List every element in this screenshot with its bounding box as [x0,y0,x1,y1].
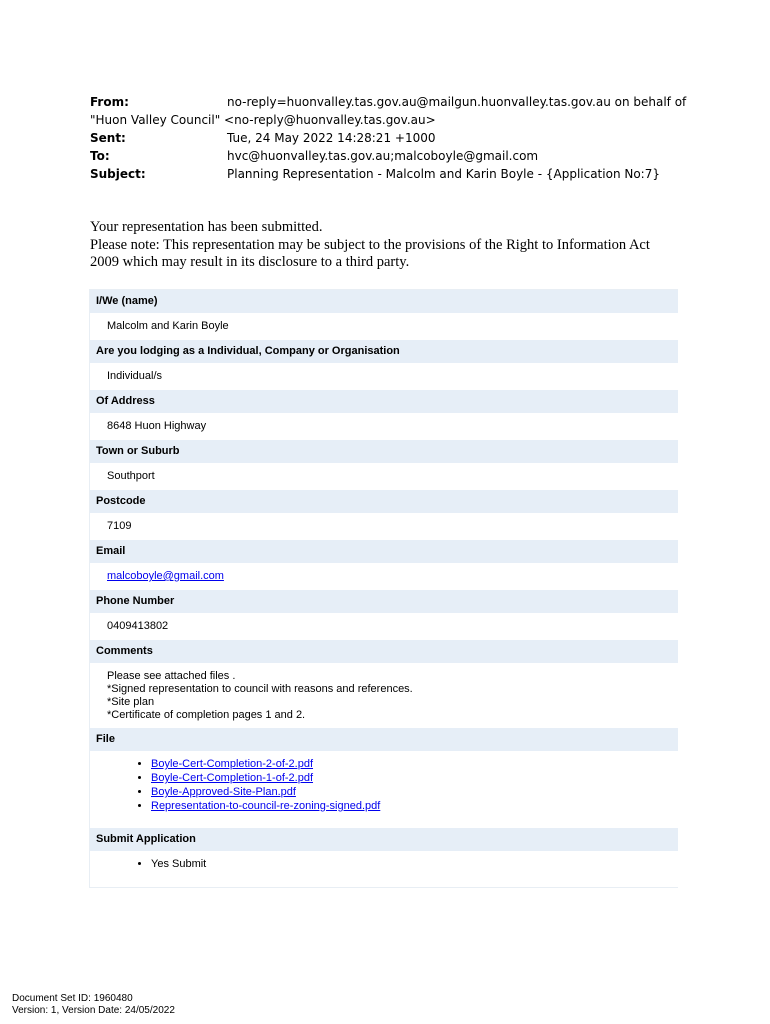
file-list [90,751,678,828]
submit-list [90,851,678,887]
sent-row [90,129,690,147]
from-continuation: "Huon Valley Council" <no-reply@huonvalley.tas.gov.au> [90,113,436,127]
email-label: Email [90,540,678,563]
email-header [90,93,690,183]
comments-line: *Certificate of completion pages 1 and 2. [107,709,306,721]
file-link[interactable]: Boyle-Cert-Completion-2-of-2.pdf [151,758,314,770]
to-row [90,147,690,165]
document-set-id: Document Set ID: 1960480 [12,993,133,1004]
intro-line-3: 2009 which may result in its disclosure to a third party. [90,254,410,270]
from-row [90,93,690,111]
to-label: To: [90,149,110,163]
file-item [151,799,678,813]
intro-line-1: Your representation has been submitted. [90,219,323,235]
phone-label: Phone Number [90,590,678,613]
address-value: 8648 Huon Highway [107,420,207,432]
document-version: Version: 1, Version Date: 24/05/2022 [12,1005,175,1016]
phone-value: 0409413802 [107,620,169,632]
file-item [151,771,678,785]
representation-form [89,289,678,888]
file-item [151,757,678,771]
subject-label: Subject: [90,167,146,181]
submit-value: • Yes Submit [151,858,678,871]
name-value: Malcolm and Karin Boyle [107,320,229,332]
from-continuation-row [90,111,690,129]
submit-label: Submit Application [90,828,678,851]
postcode-label: Postcode [90,490,678,513]
town-label: Town or Suburb [90,440,678,463]
comments-line: Please see attached files . [107,670,236,682]
file-link[interactable]: Representation-to-council-re-zoning-signed.pdf [151,800,381,812]
postcode-value: 7109 [107,520,132,532]
from-value: no-reply=huonvalley.tas.gov.au@mailgun.huonvalley.tas.gov.au on behalf of [227,95,687,109]
sent-label: Sent: [90,131,126,145]
subject-row [90,165,690,183]
file-label: File [90,728,678,751]
file-item [151,785,678,799]
comments-value [90,663,678,728]
document-footer [12,993,175,1017]
address-label: Of Address [90,390,678,413]
email-link[interactable]: malcoboyle@gmail.com [107,570,224,582]
lodging-value: Individual/s [107,370,163,382]
intro-line-2: Please note: This representation may be subject to the provisions of the Right to Information Act [90,236,650,253]
intro-notice [90,219,690,272]
comments-line: *Signed representation to council with reasons and references. [107,683,413,695]
comments-label: Comments [90,640,678,663]
sent-value: Tue, 24 May 2022 14:28:21 +1000 [227,131,436,145]
file-link[interactable]: Boyle-Cert-Completion-1-of-2.pdf [151,772,314,784]
name-label: I/We (name) [90,290,678,313]
to-value: hvc@huonvalley.tas.gov.au;malcoboyle@gmail.com [227,149,539,163]
subject-value: Planning Representation - Malcolm and Karin Boyle - {Application No:7} [227,167,660,181]
lodging-label: Are you lodging as a Individual, Company or Organisation [90,340,678,363]
email-value [90,563,678,590]
from-label: From: [90,95,129,109]
town-value: Southport [107,470,155,482]
file-link[interactable]: Boyle-Approved-Site-Plan.pdf [151,786,296,798]
comments-line: *Site plan [107,696,155,708]
